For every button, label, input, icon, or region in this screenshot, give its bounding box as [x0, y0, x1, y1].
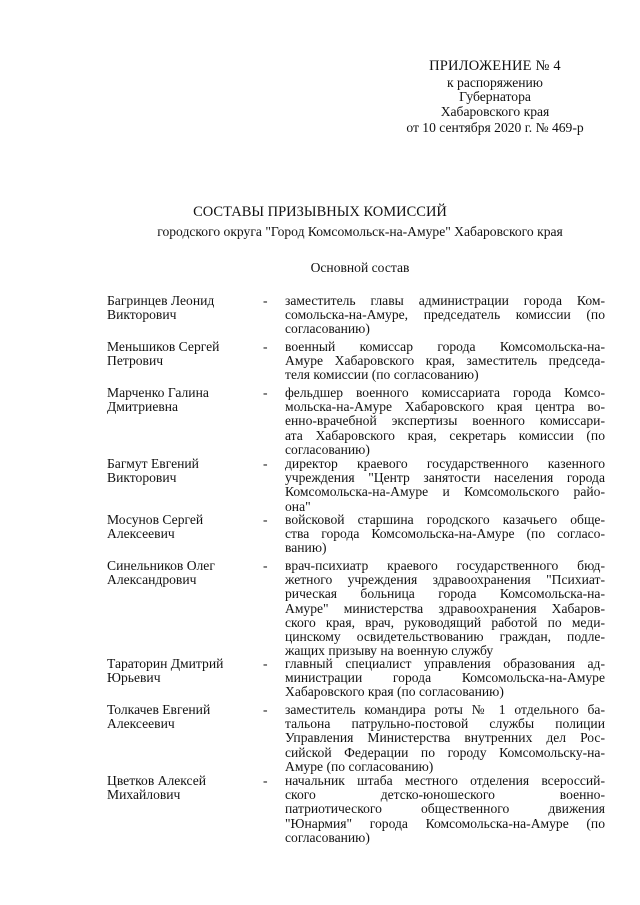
role-line: сомольска-на-Амуре, председатель комиссии (по — [285, 307, 605, 323]
approval-header — [380, 59, 610, 136]
member-row — [107, 559, 605, 657]
role-line: сийской Федерации по городу Комсомольску-на- — [285, 744, 605, 760]
role-line: патриотического общественного движения — [285, 801, 605, 817]
role-line: цинскому освидетельствованию граждан, подле- — [285, 629, 605, 645]
dash-separator: - — [263, 656, 268, 671]
member-row — [107, 774, 605, 848]
role-line: теля комиссии (по согласованию) — [285, 367, 479, 383]
member-role — [285, 774, 605, 845]
name-line: Петрович — [107, 353, 164, 369]
name-line: Тараторин Дмитрий — [107, 656, 224, 671]
header-line-governor: Губернатора — [459, 89, 531, 104]
role-line: учреждения "Центр занятости населения города — [285, 470, 605, 486]
document-title: СОСТАВЫ ПРИЗЫВНЫХ КОМИССИЙ — [193, 204, 447, 220]
role-line: заместитель командира роты № 1 отдельного ба- — [285, 702, 605, 717]
role-line: согласованию) — [285, 829, 370, 845]
member-role — [285, 294, 605, 337]
name-line: Меньшиков Сергей — [107, 339, 220, 354]
role-line: Амуре Хабаровского края, заместитель председа- — [285, 353, 605, 369]
role-line: ства города Комсомольска-на-Амуре (по согласо- — [285, 526, 605, 542]
name-line: Александрович — [107, 572, 197, 588]
name-line: Михайлович — [107, 787, 181, 803]
name-line: Викторович — [107, 470, 177, 486]
dash-separator: - — [263, 512, 268, 527]
dash-separator: - — [263, 293, 268, 308]
name-line: Юрьевич — [107, 670, 161, 686]
role-line: енно-врачебной экспертизы военного комиссари- — [285, 413, 605, 429]
role-line: Амуре (по согласованию) — [285, 758, 434, 774]
members-list — [107, 294, 605, 848]
member-name — [107, 703, 263, 731]
member-role — [285, 559, 605, 658]
member-name — [107, 657, 263, 685]
role-line: министрации города Комсомольска-на-Амуре — [285, 670, 605, 686]
name-line: Синельников Олег — [107, 558, 215, 573]
role-line: согласованию) — [285, 321, 370, 337]
role-line: директор краевого государственного казенного — [285, 456, 605, 471]
name-line: Викторович — [107, 307, 177, 323]
role-line: войсковой старшина городского казачьего обще- — [285, 512, 605, 527]
name-line: Багмут Евгений — [107, 456, 199, 471]
dash-separator: - — [263, 385, 268, 400]
role-line: она" — [285, 498, 311, 514]
member-row — [107, 294, 605, 340]
role-line: фельдшер военного комиссариата города Комсо- — [285, 385, 605, 400]
member-role — [285, 457, 605, 514]
member-name — [107, 386, 263, 414]
name-line: Мосунов Сергей — [107, 512, 204, 527]
dash-separator: - — [263, 339, 268, 354]
role-line: жетного учреждения здравоохранения "Психиат- — [285, 572, 605, 588]
role-line: рическая больница города Комсомольска-на- — [285, 586, 605, 602]
header-line-region: Хабаровского края — [440, 103, 550, 119]
member-row — [107, 386, 605, 457]
member-role — [285, 386, 605, 457]
dash-separator: - — [263, 773, 268, 788]
member-name — [107, 340, 263, 368]
member-row — [107, 513, 605, 559]
order-date: от 10 сентября 2020 г. № 469-р — [406, 120, 584, 135]
role-line: главный специалист управления образования ад- — [285, 656, 605, 671]
role-line: Амуре" министерства здравоохранения Хабаров- — [285, 600, 605, 616]
member-name — [107, 457, 263, 485]
dash-separator: - — [263, 702, 268, 717]
role-line: заместитель главы администрации города Ком- — [285, 293, 605, 308]
header-line-order: к распоряжению — [447, 74, 543, 90]
member-name — [107, 294, 263, 322]
role-line: жащих призыву на военную службу — [285, 643, 494, 659]
member-row — [107, 657, 605, 703]
name-line: Багринцев Леонид — [107, 293, 215, 308]
role-line: Управления Министерства внутренних дел Рос- — [285, 730, 605, 746]
role-line: ванию) — [285, 540, 327, 556]
role-line: "Юнармия" города Комсомольска-на-Амуре (по — [285, 815, 605, 831]
dash-separator: - — [263, 456, 268, 471]
member-name — [107, 774, 263, 802]
role-line: тальона патрульно-постовой службы полиции — [285, 716, 605, 732]
member-role — [285, 703, 605, 774]
member-name — [107, 513, 263, 541]
role-line: согласованию) — [285, 441, 370, 457]
name-line: Алексеевич — [107, 526, 175, 542]
role-line: ского края, врач, руководящий работой по меди- — [285, 614, 605, 630]
member-row — [107, 703, 605, 774]
member-name — [107, 559, 263, 587]
role-line: Комсомольска-на-Амуре и Комсомольского райо- — [285, 484, 605, 500]
annex-number: ПРИЛОЖЕНИЕ № 4 — [429, 58, 561, 74]
member-row — [107, 340, 605, 386]
role-line: ского детско-юношеского военно- — [285, 787, 605, 803]
section-heading: Основной состав — [310, 260, 410, 275]
role-line: врач-психиатр краевого государственного бюд- — [285, 558, 605, 573]
name-line: Цветков Алексей — [107, 773, 207, 788]
name-line: Марченко Галина — [107, 385, 209, 400]
dash-separator: - — [263, 558, 268, 573]
role-line: мольска-на-Амуре Хабаровского края центра во- — [285, 399, 605, 415]
name-line: Толкачев Евгений — [107, 702, 211, 717]
document-subtitle: городского округа "Город Комсомольск-на-Амуре" Хабаровского края — [157, 224, 563, 239]
role-line: военный комиссар города Комсомольска-на- — [285, 339, 605, 354]
role-line: начальник штаба местного отделения всероссий- — [285, 773, 605, 788]
name-line: Дмитриевна — [107, 399, 179, 415]
member-row — [107, 457, 605, 513]
member-role — [285, 657, 605, 700]
name-line: Алексеевич — [107, 716, 175, 732]
role-line: ата Хабаровского края, секретарь комиссии (по — [285, 427, 605, 443]
role-line: Хабаровского края (по согласованию) — [285, 684, 504, 700]
member-role — [285, 340, 605, 383]
member-role — [285, 513, 605, 556]
